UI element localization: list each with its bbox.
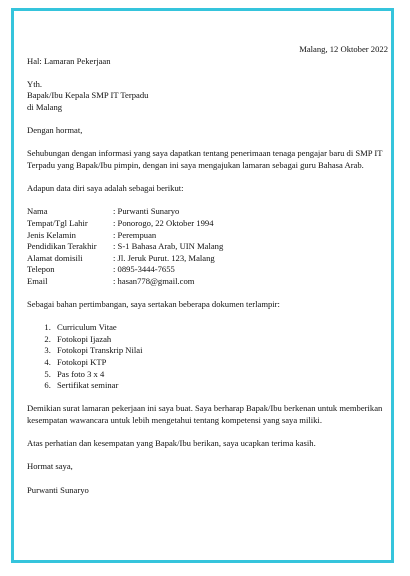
signature-name: Purwanti Sunaryo [27, 484, 89, 495]
info-value: : S-1 Bahasa Arab, UIN Malang [113, 241, 224, 252]
info-value: : Purwanti Sunaryo [113, 206, 180, 217]
recipient-location: di Malang [27, 101, 63, 112]
info-row [27, 218, 392, 230]
closing-paragraph: Demikian surat lamaran pekerjaan ini saya buat. Saya berharap Bapak/Ibu berkenan untuk memberikan kesempatan wawancara untuk lebih mengetahui tentang kompetensi yang saya miliki. [27, 403, 383, 425]
letter-body [27, 44, 392, 496]
intro-paragraph: Sehubungan dengan informasi yang saya dapatkan tentang penerimaan tenaga pengajar baru di SMP IT Terpadu yang Bapak/Ibu pimpin, dengan ini saya mengajukan lamaran sebagai guru Bahasa Arab. [27, 148, 383, 170]
personal-info-list [27, 206, 392, 287]
spacer [27, 114, 392, 126]
info-label: Jenis Kelamin [27, 229, 76, 240]
info-label: Pendidikan Terakhir [27, 241, 97, 252]
letter-date: Malang, 12 Oktober 2022 [299, 44, 388, 54]
info-label: Nama [27, 206, 48, 217]
info-row [27, 276, 392, 288]
list-item: 4. Fotokopi KTP [53, 357, 392, 369]
info-row [27, 264, 392, 276]
info-label: Tempat/Tgl Lahir [27, 217, 88, 228]
list-item: 1. Curriculum Vitae [53, 322, 392, 334]
spacer [27, 311, 392, 323]
info-value: : Perempuan [113, 229, 157, 240]
info-row [27, 230, 392, 242]
attachment-list [27, 322, 392, 392]
info-value: : hasan778@gmail.com [113, 275, 195, 286]
spacer [27, 67, 392, 79]
letter-subject: Hal: Lamaran Pekerjaan [27, 55, 111, 66]
spacer [27, 473, 392, 485]
spacer [27, 392, 392, 404]
info-value: : Ponorogo, 22 Oktober 1994 [113, 217, 214, 228]
info-value: : Jl. Jeruk Purut. 123, Malang [113, 252, 215, 263]
salutation: Dengan hormat, [27, 125, 83, 136]
sign-off: Hormat saya, [27, 461, 73, 472]
recipient-block [27, 79, 392, 114]
info-label: Email [27, 275, 48, 286]
list-item: 5. Pas foto 3 x 4 [53, 369, 392, 381]
spacer [27, 427, 392, 439]
info-value: : 0895-3444-7655 [113, 264, 175, 275]
spacer [27, 44, 392, 56]
info-row [27, 253, 392, 265]
info-label: Telepon [27, 264, 55, 275]
info-row [27, 241, 392, 253]
spacer [27, 172, 392, 184]
list-item: 3. Fotokopi Transkrip Nilai [53, 345, 392, 357]
attachments-intro: Sebagai bahan pertimbangan, saya sertakan beberapa dokumen terlampir: [27, 299, 280, 310]
spacer [27, 287, 392, 299]
info-row [27, 206, 392, 218]
thanks-paragraph: Atas perhatian dan kesempatan yang Bapak/Ibu berikan, saya ucapkan terima kasih. [27, 438, 316, 449]
spacer [27, 450, 392, 462]
recipient-greeting: Yth. [27, 78, 43, 89]
spacer [27, 195, 392, 207]
spacer [27, 137, 392, 149]
recipient-name: Bapak/Ibu Kepala SMP IT Terpadu [27, 90, 149, 101]
list-item: 2. Fotokopi Ijazah [53, 334, 392, 346]
data-intro: Adapun data diri saya adalah sebagai berikut: [27, 183, 184, 194]
info-label: Alamat domisili [27, 252, 83, 263]
list-item: 6. Sertifikat seminar [53, 380, 392, 392]
